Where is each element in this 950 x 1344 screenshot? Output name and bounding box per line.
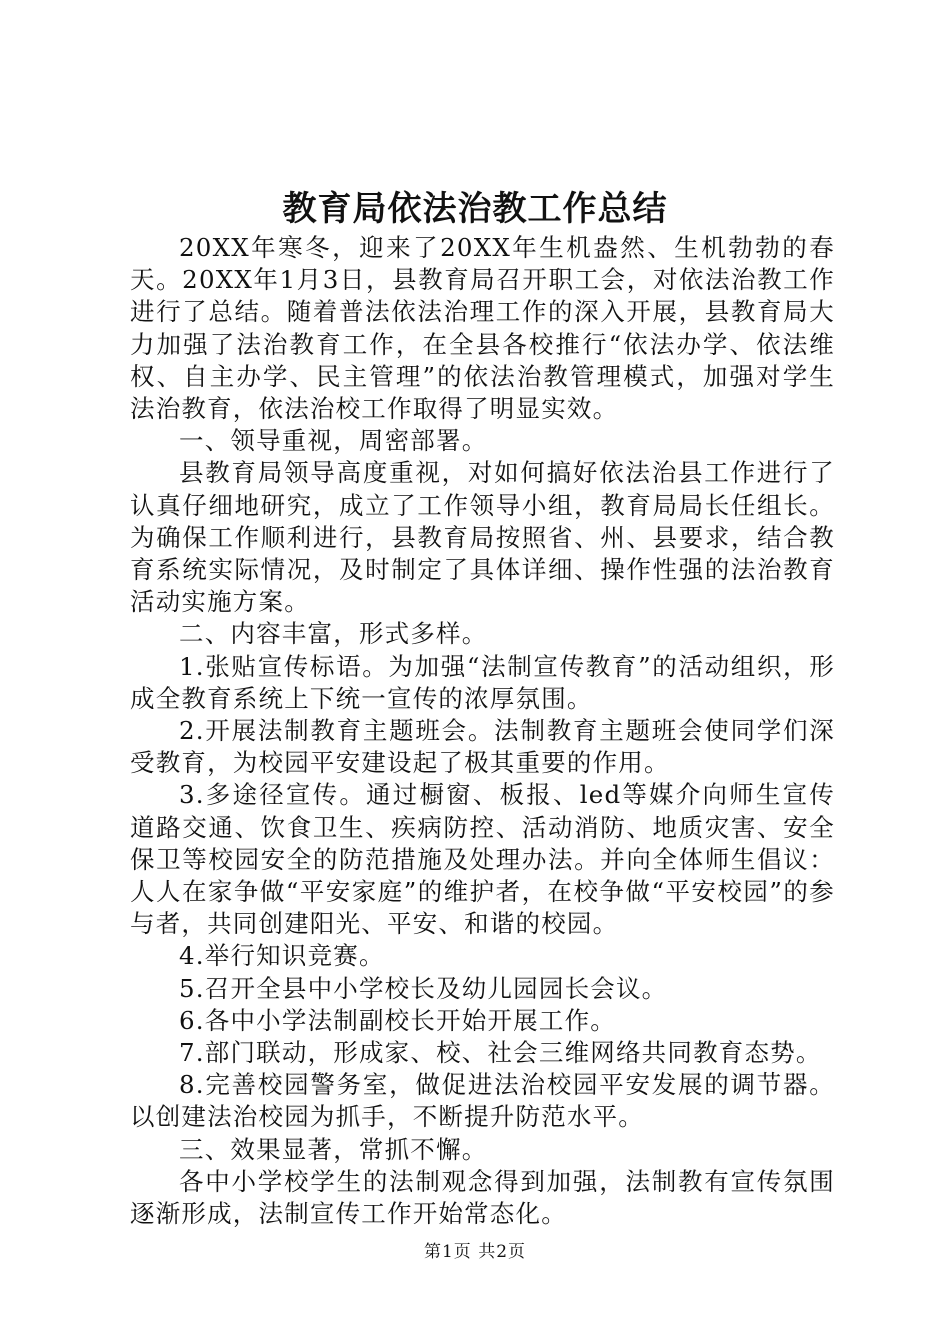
list-item-2: 2.开展法制教育主题班会。法制教育主题班会使同学们深受教育，为校园平安建设起了极其重要的作用。 — [130, 716, 835, 778]
document-body — [130, 232, 835, 1230]
list-item-6: 6.各中小学法制副校长开始开展工作。 — [179, 1005, 616, 1035]
section-heading-3: 三、效果显著，常抓不懈。 — [179, 1134, 488, 1164]
paragraph-intro: 20XX年寒冬，迎来了20XX年生机盎然、生机勃勃的春天。20XX年1月3日，县教育局召开职工会，对依法治教工作进行了总结。随着普法依法治理工作的深入开展，县教育局大力加强了法治教育工作，在全县各校推行“依法办学、依法维权、自主办学、民主管理”的依法治教管理模式，加强对学生法治教育，依法治校工作取得了明显实效。 — [130, 233, 835, 424]
list-item-1: 1.张贴宣传标语。为加强“法制宣传教育”的活动组织，形成全教育系统上下统一宣传的浓厚氛围。 — [130, 651, 835, 713]
section-heading-1: 一、领导重视，周密部署。 — [179, 426, 488, 456]
list-item-5: 5.召开全县中小学校长及幼儿园园长会议。 — [179, 973, 668, 1003]
paragraph-section-3: 各中小学校学生的法制观念得到加强，法制教有宣传氛围逐渐形成，法制宣传工作开始常态化。 — [130, 1166, 835, 1229]
document-title: 教育局依法治教工作总结 — [282, 189, 668, 229]
list-item-8: 8.完善校园警务室，做促进法治校园平安发展的调节器。以创建法治校园为抓手，不断提升防范水平。 — [130, 1070, 835, 1132]
list-item-7: 7.部门联动，形成家、校、社会三维网络共同教育态势。 — [179, 1038, 822, 1068]
list-item-3: 3.多途径宣传。通过橱窗、板报、led等媒介向师生宣传道路交通、饮食卫生、疾病防控、活动消防、地质灾害、安全保卫等校园安全的防范措施及处理办法。并向全体师生倡议：人人在家争做“平安家庭”的维护者，在校争做“平安校园”的参与者，共同创建阳光、平安、和谐的校园。 — [130, 780, 835, 939]
paragraph-section-1: 县教育局领导高度重视，对如何搞好依法治县工作进行了认真仔细地研究，成立了工作领导小组，教育局局长任组长。为确保工作顺利进行，县教育局按照省、州、县要求，结合教育系统实际情况，及时制定了具体详细、操作性强的法治教育活动实施方案。 — [130, 458, 835, 617]
list-item-4: 4.举行知识竞赛。 — [179, 941, 385, 971]
section-heading-2: 二、内容丰富，形式多样。 — [179, 619, 488, 649]
page-number: 第1页 共2页 — [423, 1242, 527, 1262]
